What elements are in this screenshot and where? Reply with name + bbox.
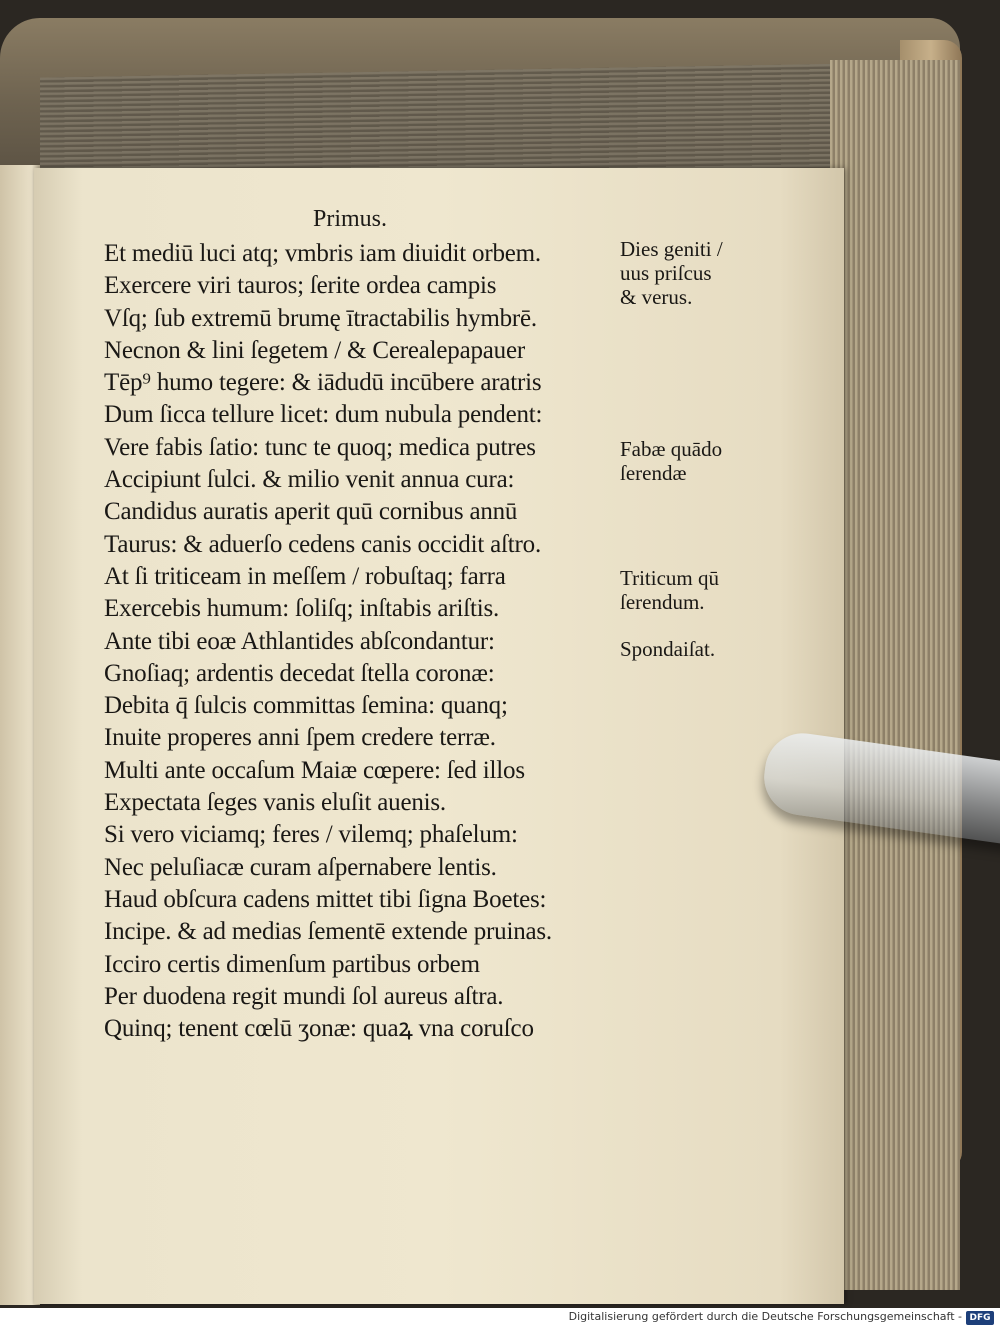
gloss-line: ſerendæ [620,461,687,485]
margin-gloss [620,566,790,614]
margin-gloss [620,437,790,485]
verse-line: Accipiunt ſulci. & milio venit annua cura: [104,466,515,494]
margin-gloss [620,637,790,661]
verse-line: Quinq; tenent cœlū ʒonæ: quaꝝ vna coruſco [104,1015,534,1043]
verse-line: Taurus: & aduerſo cedens canis occidit aſtro. [104,530,542,558]
verse-line: Icciro certis dimenſum partibus orbem [104,950,480,978]
verse-line: Candidus auratis aperit quū cornibus annū [104,498,518,526]
verse-line: Haud obſcura cadens mittet tibi ſigna Boetes: [104,885,547,913]
verse-line: Inuite properes anni ſpem credere terræ. [104,724,496,752]
verse-line: Si vero viciamq; feres / vilemq; phaſelum: [104,821,518,849]
gloss-line: Spondaiſat. [620,637,716,661]
verse-line: Exercebis humum: ſoliſq; inſtabis ariſtis. [104,595,500,623]
verse-line: Exercere viri tauros; ſerite ordea campis [104,272,497,300]
gloss-line: & verus. [620,285,693,309]
footer-bar [0,1308,1000,1328]
verse-line: Tēp⁹ humo tegere: & iādudū incūbere aratris [104,369,542,397]
gloss-line: uus priſcus [620,261,712,285]
verse-line: Expectata ſeges vanis eluſit auenis. [104,789,446,817]
verse-line: Multi ante occaſum Maiæ cœpere: ſed illos [104,756,525,784]
dfg-logo[interactable]: DFG [966,1311,994,1325]
gloss-line: Triticum qū [620,566,719,590]
margin-gloss [620,237,790,309]
footer-credit: Digitalisierung gefördert durch die Deutsche Forschungsgemeinschaft - [568,1310,962,1323]
verse-line: Vſq; ſub extremū brumę ītractabilis hymbrē. [104,304,537,332]
running-head: Primus. [313,206,388,232]
verse-line: Nec peluſiacæ curam aſpernabere lentis. [104,853,497,881]
gloss-line: ſerendum. [620,590,705,614]
verse-line: At ſi triticeam in meſſem / robuſtaq; farra [104,562,506,590]
verse-line: Ante tibi eoæ Athlantides abſcondantur: [104,627,495,655]
verse-line: Dum ſicca tellure licet: dum nubula pendent: [104,401,543,429]
verse-line: Vere fabis ſatio: tunc te quoq; medica putres [104,433,536,461]
verse-line: Necnon & lini ſegetem / & Cerealepapauer [104,336,525,364]
fore-edge [830,60,960,1290]
verse-line: Incipe. & ad medias ſementē extende pruinas. [104,918,552,946]
gloss-line: Dies geniti / [620,237,723,261]
verse-line: Per duodena regit mundi ſol aureus aſtra. [104,982,504,1010]
verse-line: Debita q̄ ſulcis committas ſemina: quanq; [104,692,508,720]
verse-line: Gnoſiaq; ardentis decedat ſtella coronæ: [104,659,495,687]
verse-line: Et mediū luci atq; vmbris iam diuidit orbem. [104,240,541,267]
gloss-line: Fabæ quādo [620,437,723,461]
verse-text [104,238,614,1045]
